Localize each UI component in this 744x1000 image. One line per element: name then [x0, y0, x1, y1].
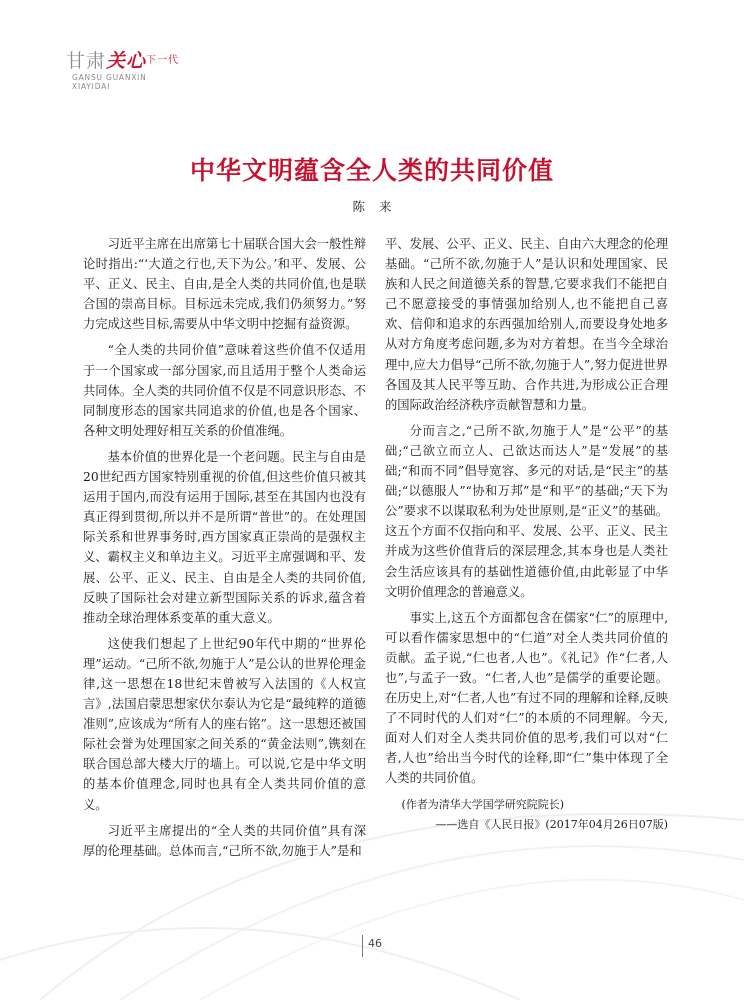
paragraph: 习近平主席在出席第七十届联合国大会一般性辩论时指出:“‘大道之行也,天下为公。’和平、发展、公平、正义、民主、自由,是全人类的共同价值,也是联合国的崇高目标。目标远未完成,我们仍须努力。”努力完成这些目标,需要从中华文明中挖掘有益资源。	[83, 237, 366, 332]
page-number-divider	[362, 935, 363, 957]
paragraph: 事实上,这五个方面都包含在儒家“仁”的原理中,可以看作儒家思想中的“仁道”对全人类共同价值的贡献。孟子说,“仁也者,人也”。《礼记》作“仁者,人也”,与孟子一致。“仁者,人也”是儒学的重要论题。在历史上,对“仁者,人也”有过不同的理解和诠释,反映了不同时代的人们对“仁”的本质的不同理解。今天,面对人们对全人类共同价值的思考,我们可以对“仁者,人也”给出当今时代的诠释,即“仁”集中体现了全人类的共同价值。	[385, 610, 668, 786]
source-citation: ——选自《人民日报》(2017年04月26日07版)	[435, 817, 668, 831]
left-column	[83, 234, 366, 867]
article-title: 中华文明蕴含全人类的共同价值	[189, 156, 554, 185]
masthead-logo	[66, 50, 179, 72]
masthead-english-line2: XIAYIDAI	[72, 82, 111, 91]
paragraph: 基本价值的世界化是一个老问题。民主与自由是20世纪西方国家特别重视的价值,但这些价值只被其运用于国内,而没有运用于国际,甚至在其国内也没有真正得到贯彻,所以并不是所谓“普世”的。在处理国际关系和世界事务时,西方国家真正崇尚的是强权主义、霸权主义和单边主义。习近平主席强调和平、发展、公平、正义、民主、自由是全人类的共同价值,反映了国际社会对建立新型国际关系的诉求,蕴含着推动全球治理体系变革的重大意义。	[83, 449, 366, 625]
paragraph: 习近平主席提出的“全人类的共同价值”具有深厚的伦理基础。总体而言,“己所不欲,勿施于人”是和	[83, 823, 366, 858]
paragraph: 这使我们想起了上世纪90年代中期的“世界伦理”运动。“己所不欲,勿施于人”是公认的世界伦理金律,这一思想在18世纪末曾被写入法国的《人权宣言》,法国启蒙思想家伏尔泰认为它是“最纯粹的道德准则”,应该成为“所有人的座右铭”。这一思想还被国际社会誉为处理国家之间关系的“黄金法则”,镌刻在联合国总部大楼大厅的墙上。可以说,它是中华文明的基本价值理念,同时也具有全人类共同价值的意义。	[83, 636, 366, 812]
paragraph: “全人类的共同价值”意味着这些价值不仅适用于一个国家或一部分国家,而且适用于整个人类命运共同体。全人类的共同价值不仅是不同意识形态、不同制度形态的国家共同追求的价值,也是各个国家、各种文明处理好相互关系的价值准绳。	[83, 343, 366, 438]
masthead-english	[72, 73, 182, 91]
right-column	[385, 234, 668, 835]
page-number: 46	[368, 937, 382, 950]
masthead-english-line1: GANSU GUANXIN	[72, 73, 147, 82]
paragraph: 平、发展、公平、正义、民主、自由六大理念的伦理基础。“己所不欲,勿施于人”是认识和处理国家、民族和人民之间道德关系的智慧,它要求我们不能把自己不愿意接受的事情强加给别人,也不能把自己喜欢、信仰和追求的东西强加给别人,而要设身处地多从对方角度考虑问题,多为对方着想。在当今全球治理中,应大力倡导“己所不欲,勿施于人”,努力促进世界各国及其人民平等互助、合作共进,为形成公正合理的国际政治经济秩序贡献智慧和力量。	[385, 237, 668, 412]
masthead-chinese-3: 下一代	[146, 55, 180, 66]
author-note: (作者为清华大学国学研究院院长)	[401, 797, 565, 811]
masthead-chinese-1: 甘肃	[66, 50, 107, 72]
masthead-chinese-2: 关心	[106, 50, 147, 72]
article-author: 陈来	[352, 199, 406, 214]
paragraph: 分而言之,“己所不欲,勿施于人”是“公平”的基础;“己欲立而立人、己欲达而达人”是“发展”的基础;“和而不同”倡导宽容、多元的对话,是“民主”的基础;“以德服人”“协和万邦”是“和平”的基础;“天下为公”要求不以谋取私利为处世原则,是“正义”的基础。这五个方面不仅指向和平、发展、公平、正义、民主并成为这些价值背后的深层理念,其本身也是人类社会生活应该具有的基础性道德价值,由此彰显了中华文明价值理念的普遍意义。	[385, 423, 668, 599]
magazine-masthead	[66, 50, 186, 100]
